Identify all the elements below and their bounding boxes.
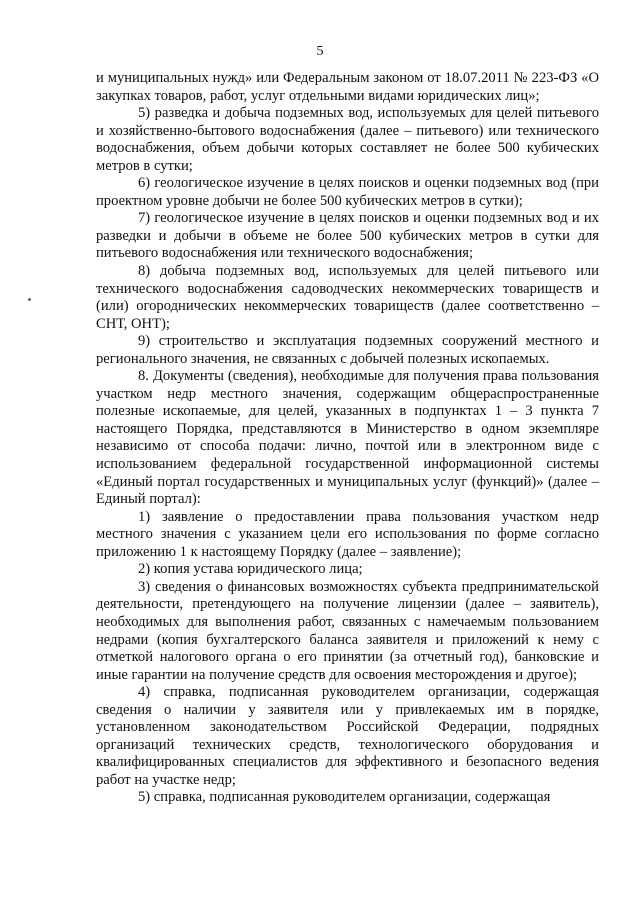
paragraph: 3) сведения о финансовых возможностях субъекта предпринимательской деятельности, претендующего на получение лицензии (далее – заявитель), необходимых для выполнения работ, связанных с намечаемым пользованием недрами (копия бухгалтерского баланса заявителя и приложений к нему с отметкой налогового органа о его принятии (за отчетный год), банковские и иные гарантии на получение средств для освоения месторождения и другое); [96, 578, 599, 683]
paragraph: 6) геологическое изучение в целях поисков и оценки подземных вод (при проектном уровне добычи не более 500 кубических метров в сутки); [96, 175, 599, 209]
scan-margin-dot [28, 298, 31, 301]
paragraph: 9) строительство и эксплуатация подземных сооружений местного и регионального значения, не связанных с добычей полезных ископаемых. [96, 333, 599, 367]
page-number: 5 [316, 44, 324, 59]
paragraph: 4) справка, подписанная руководителем организации, содержащая сведения о наличии у заявителя или у привлекаемых им в порядке, установленном законодательством Российской Федерации, подрядных организаций технических средств, технологического оборудования и квалифицированных специалистов для эффективного и безопасного ведения работ на участке недр; [96, 684, 599, 788]
paragraph: 1) заявление о предоставлении права пользования участком недр местного значения с указанием цели его использования по форме согласно приложению 1 к настоящему Порядку (далее – заявление); [96, 508, 599, 560]
paragraph: и муниципальных нужд» или Федеральным законом от 18.07.2011 № 223-ФЗ «О закупках товаров, работ, услуг отдельными видами юридических лиц»; [96, 70, 599, 104]
paragraph: 7) геологическое изучение в целях поисков и оценки подземных вод и их разведки и добычи в объеме не более 500 кубических метров в сутки для питьевого водоснабжения или технического водоснабжения; [96, 210, 599, 262]
paragraph: 5) справка, подписанная руководителем организации, содержащая [138, 789, 551, 806]
paragraph: 8) добыча подземных вод, используемых для целей питьевого или технического водоснабжения садоводческих некоммерческих товариществ и (или) огороднических некоммерческих товариществ (далее соответственно – СНТ, ОНТ); [96, 263, 599, 332]
paragraph: 5) разведка и добыча подземных вод, используемых для целей питьевого и хозяйственно-бытового водоснабжения (далее – питьевого) или технического водоснабжения, объем добычи которых составляет не более 500 кубических метров в сутки; [96, 105, 599, 174]
paragraph: 8. Документы (сведения), необходимые для получения права пользования участком недр местного значения, содержащим общераспространенные полезные ископаемые, для целей, указанных в подпунктах 1 – 3 пункта 7 настоящего Порядка, представляются в Министерство в одном экземпляре независимо от способа подачи: лично, почтой или в электронном виде с использованием федеральной государственной информационной системы «Единый портал государственных и муниципальных услуг (функций)» (далее – Единый портал): [96, 368, 599, 508]
paragraph: 2) копия устава юридического лица; [138, 561, 363, 578]
document-body [96, 70, 599, 807]
